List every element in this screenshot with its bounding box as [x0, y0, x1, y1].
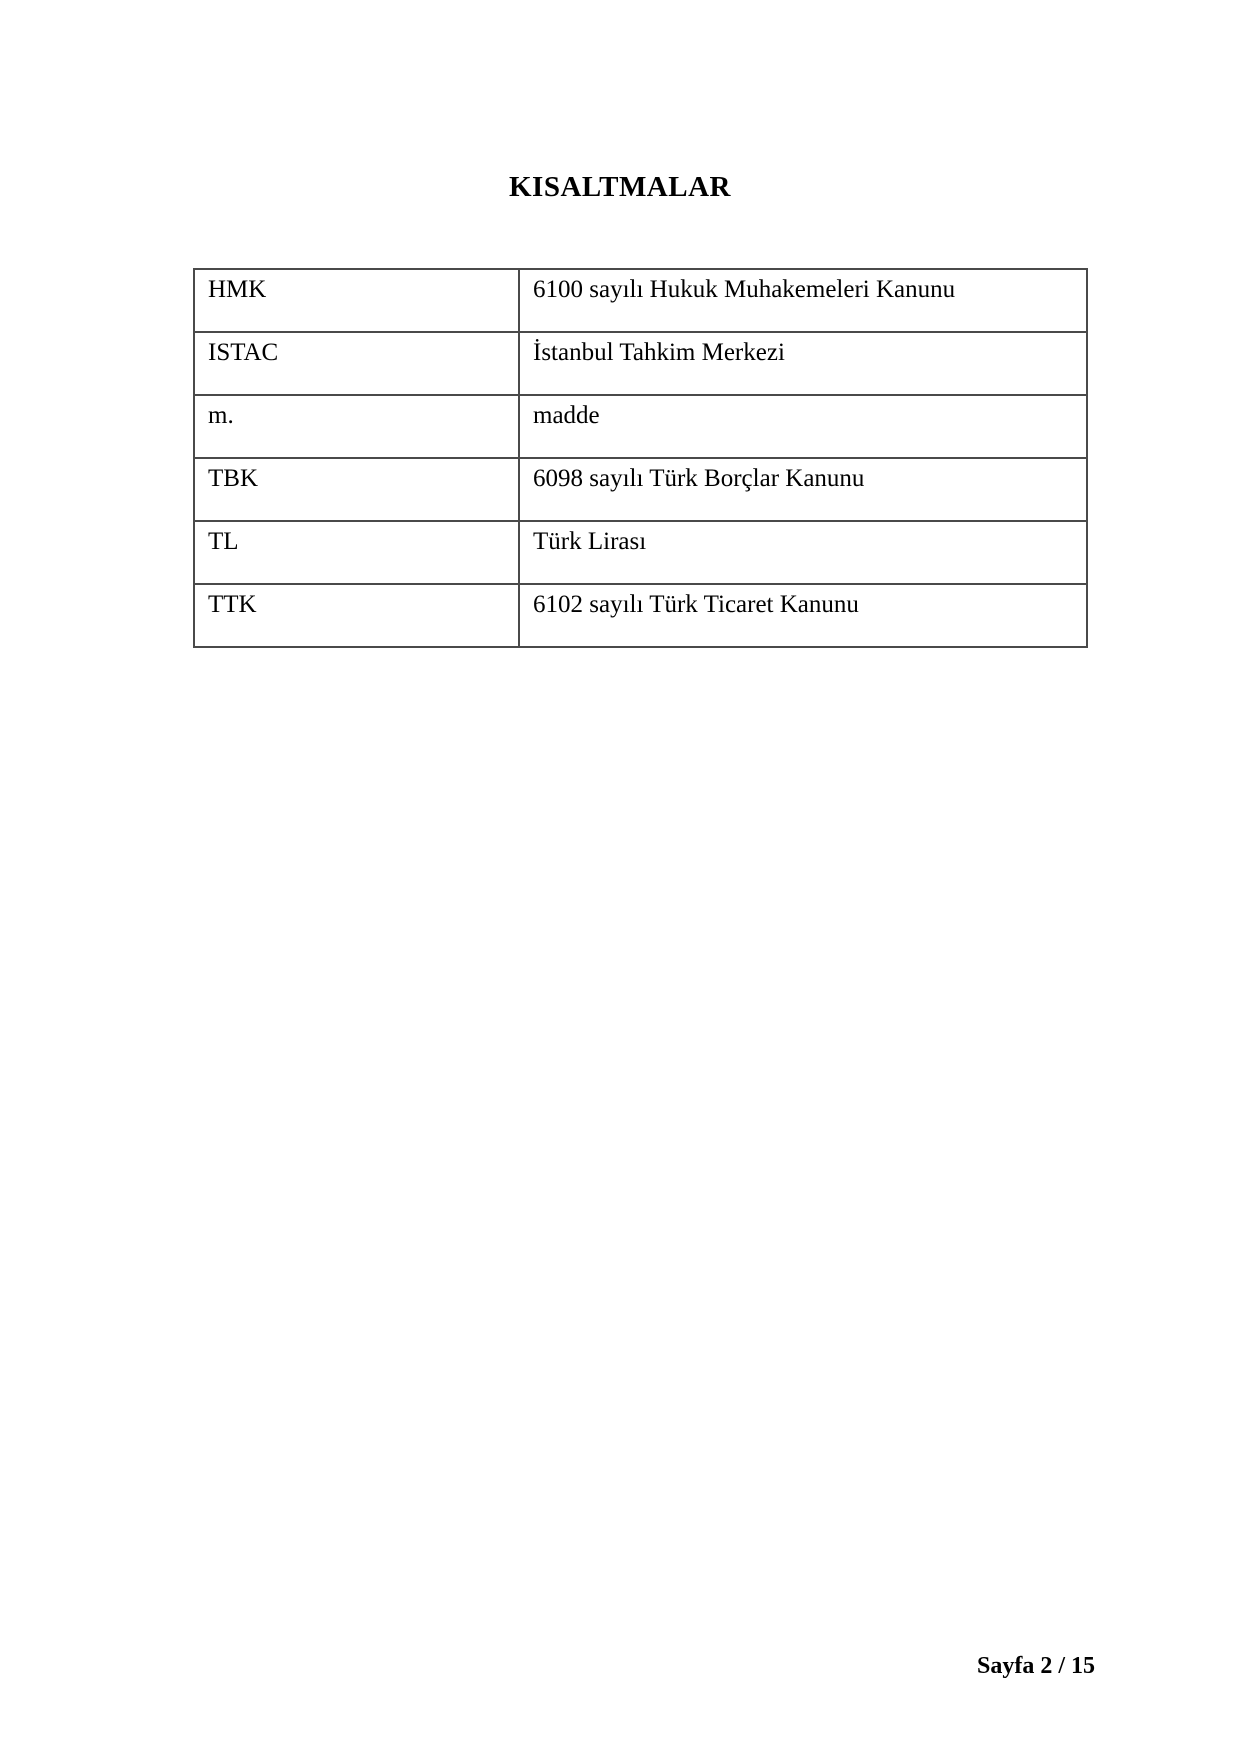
- definition-cell: 6100 sayılı Hukuk Muhakemeleri Kanunu: [519, 269, 1087, 332]
- table-row: [194, 332, 1087, 395]
- definition-cell: 6098 sayılı Türk Borçlar Kanunu: [519, 458, 1087, 521]
- table-row: [194, 458, 1087, 521]
- table-row: [194, 269, 1087, 332]
- definition-cell: Türk Lirası: [519, 521, 1087, 584]
- page-footer: Sayfa 2 / 15: [976, 1653, 1095, 1679]
- abbreviation-cell: HMK: [194, 269, 519, 332]
- abbreviation-cell: TL: [194, 521, 519, 584]
- table-row: [194, 395, 1087, 458]
- table-row: [194, 584, 1087, 647]
- abbreviation-cell: ISTAC: [194, 332, 519, 395]
- abbreviations-table: [193, 268, 1088, 648]
- abbreviation-cell: TBK: [194, 458, 519, 521]
- abbreviation-cell: m.: [194, 395, 519, 458]
- definition-cell: madde: [519, 395, 1087, 458]
- abbreviation-cell: TTK: [194, 584, 519, 647]
- page-title: KISALTMALAR: [509, 171, 731, 203]
- definition-cell: İstanbul Tahkim Merkezi: [519, 332, 1087, 395]
- definition-cell: 6102 sayılı Türk Ticaret Kanunu: [519, 584, 1087, 647]
- table-row: [194, 521, 1087, 584]
